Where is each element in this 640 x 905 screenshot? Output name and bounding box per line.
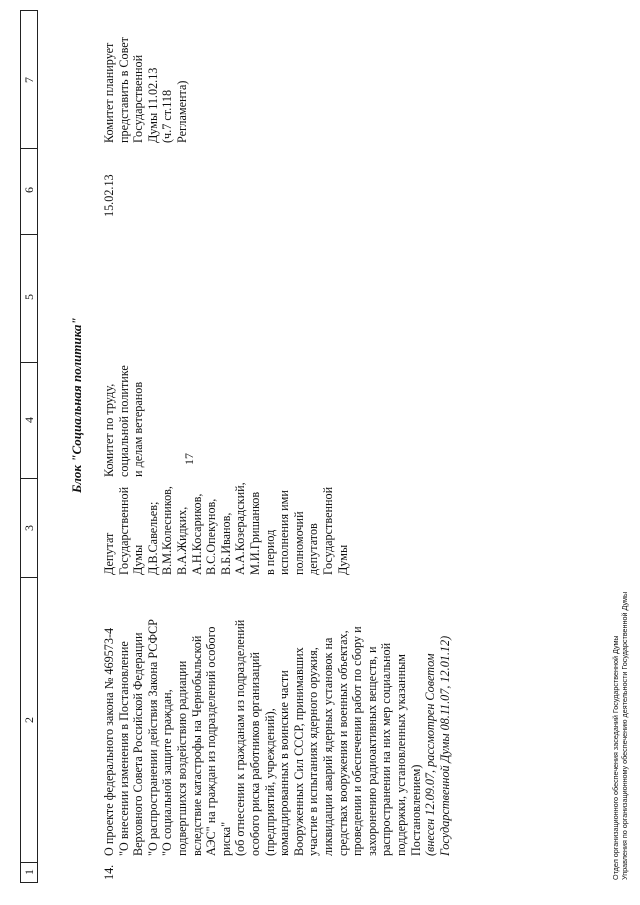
row-number: 14. [102,864,116,880]
initiator-line: исполнения ими [277,490,292,575]
initiator-line: Депутат [102,532,116,575]
committee-line: и делам ветеранов [131,381,146,477]
description-line: (предприятий, учреждений), [262,708,277,856]
initiator-line: Думы [335,544,350,575]
column-divider-4 [20,362,38,363]
description-line: (об отнесении к гражданам из подразделений [233,619,248,856]
note-line: Думы 11.02.13 [145,67,160,143]
description-line: поддержки, установленных указанным [394,654,408,856]
description-line: распространении на них мер социальной [379,642,394,856]
note-line: Комитет планирует [102,42,116,143]
table-top-border [20,10,21,883]
initiator-line: А.А.Козерадский, [233,482,248,575]
description-line: командированных в воинские части [277,670,292,856]
initiator-line: В.Б.Иванов, [218,512,233,575]
note-line: представить в Совет [116,36,131,143]
description-line: особого риска работников организаций [248,652,262,856]
initiator-line: Государственной [321,486,335,575]
initiator-line: в период [262,529,277,575]
column-divider-2 [20,577,38,578]
column-header-3: 3 [22,525,36,531]
column-divider-3 [20,478,38,479]
column-header-7: 7 [22,77,36,83]
initiator-line: Думы [131,544,146,575]
description-line: "О внесении изменения в Постановление [116,641,131,856]
description-line: О проекте федерального закона № 469573-4 [102,627,116,856]
column-header-6: 6 [22,187,36,193]
description-note-line: (внесен 12.09.07, рассмотрен Советом [423,653,438,856]
description-line: проведении и обеспечении работ по сбору и [350,626,365,856]
review-date: 15.02.13 [102,174,116,217]
description-line: захоронению радиоактивных веществ, и [364,646,379,856]
footer-line: Управления по организационному обеспечению деятельности Государственной Думы [620,591,629,880]
description-line: вследствие катастрофы на Чернобыльской [189,635,204,856]
section-title: Блок "Социальная политика" [69,317,84,493]
footer-line: Отдел организационного обеспечения заседаний Государственной Думы [611,635,620,880]
description-line: "О социальной защите граждан, [160,689,175,856]
initiator-line: А.Н.Косариков, [189,493,204,575]
column-divider-6 [20,148,38,149]
column-header-4: 4 [22,417,36,423]
table-right-border [20,10,38,11]
description-line: средствах вооружения и военных объектах, [335,630,350,856]
note-line: Регламента) [175,80,189,143]
column-header-1: 1 [22,869,36,875]
committee-line: Комитет по труду, [102,383,116,477]
description-line: "О распространении действия Закона РСФСР [145,619,160,856]
initiator-line: В.М.Колесников, [160,486,175,575]
description-line: Верховного Совета Российской Федерации [131,632,146,856]
committee-line: социальной политике [116,365,131,477]
initiator-line: полномочий [291,511,306,575]
initiator-line: В.С.Опекунов, [204,498,219,575]
note-line: Государственной [131,54,146,143]
description-line: Вооруженных Сил СССР, принимавших [291,647,306,856]
initiator-line: Д.В.Савельев; [145,501,160,575]
description-line: подвергшихся воздействию радиации [175,660,189,856]
description-line: Постановлением) [408,764,423,856]
description-line: участие в испытаниях ядерного оружия, [306,647,321,856]
column-header-2: 2 [22,717,36,723]
initiator-line: Государственной [116,486,131,575]
note-line: (ч.7 ст.118 [160,89,175,143]
description-line: АЭС" на граждан из подразделений особого [204,626,219,856]
column-header-5: 5 [22,294,36,300]
initiator-line: депутатов [306,523,321,575]
description-line: риска" [218,821,233,856]
column-divider-5 [20,234,38,235]
page-number: 17 [182,453,196,465]
initiator-line: В.А.Жидких, [175,506,189,575]
description-note-line: Государственной Думы 08.11.07, 12.01.12) [437,635,452,856]
table-header-bottom-border [37,10,38,883]
description-line: ликвидации аварий ядерных установок на [321,637,335,856]
initiator-line: М.И.Гришанков [248,491,262,575]
